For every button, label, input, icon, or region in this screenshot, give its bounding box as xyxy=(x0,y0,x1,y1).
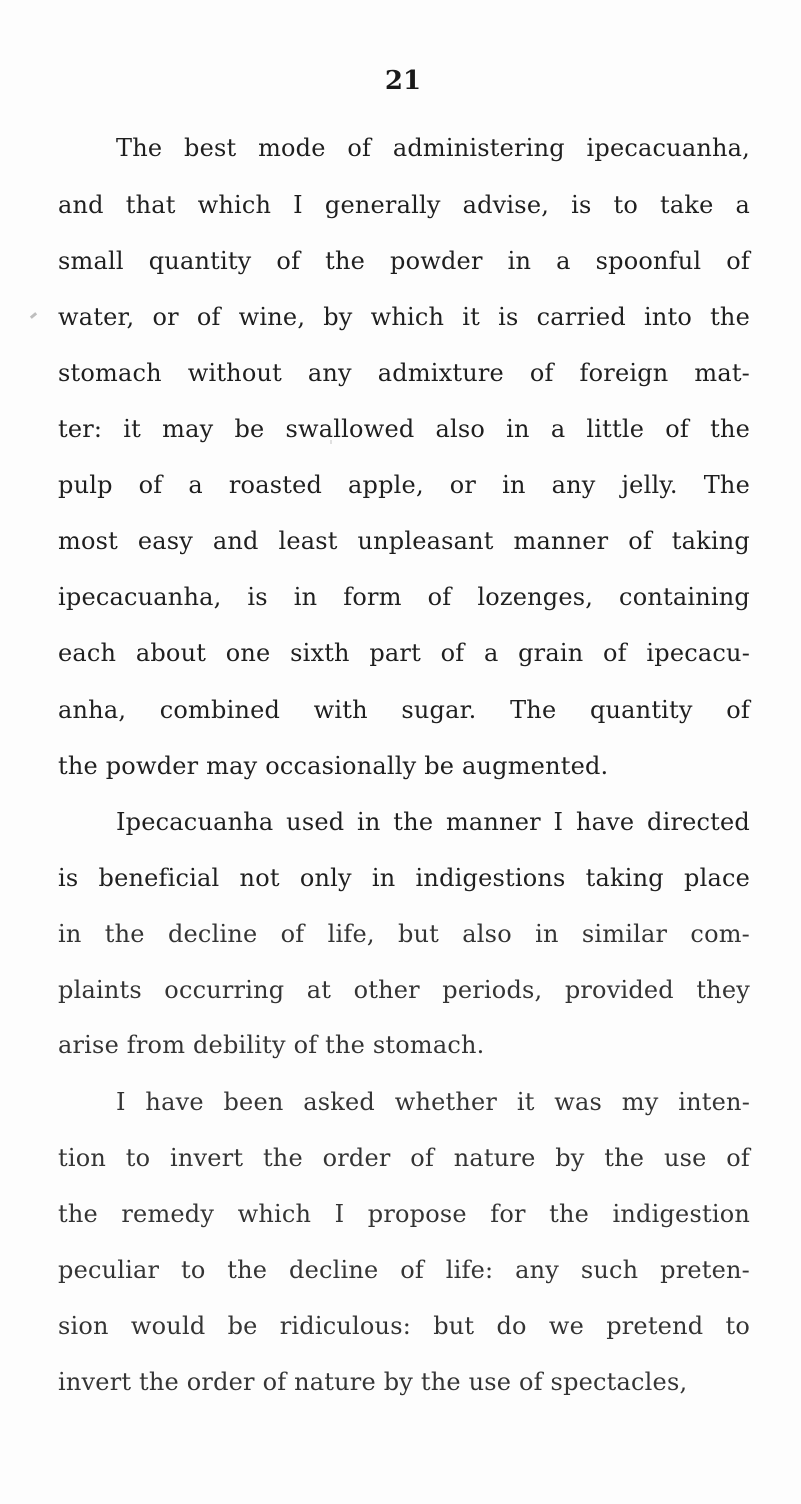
text-line-19: tion to invert the order of nature by the use of xyxy=(58,1144,750,1172)
text-line-7: pulp of a roasted apple, or in any jelly. The xyxy=(58,471,750,499)
text-line-15: in the decline of life, but also in similar com- xyxy=(58,920,750,948)
text-line-5: stomach without any admixture of foreign mat- xyxy=(58,359,750,387)
text-line-17: arise from debility of the stomach. xyxy=(58,1031,485,1059)
text-line-11: anha, combined with sugar. The quantity of xyxy=(58,696,750,724)
text-line-1: The best mode of administering ipecacuanha, xyxy=(116,134,750,162)
text-line-23: invert the order of nature by the use of spectacles, xyxy=(58,1368,688,1396)
text-line-12: the powder may occasionally be augmented. xyxy=(58,752,609,780)
text-line-22: sion would be ridiculous: but do we pretend to xyxy=(58,1312,750,1340)
text-line-14: is beneficial not only in indigestions taking place xyxy=(58,864,750,892)
text-line-8: most easy and least unpleasant manner of taking xyxy=(58,527,750,555)
paper-speck xyxy=(30,312,37,319)
text-line-9: ipecacuanha, is in form of lozenges, containing xyxy=(58,583,750,611)
text-line-18: I have been asked whether it was my inten- xyxy=(116,1088,750,1116)
page-number: 21 xyxy=(384,66,422,96)
text-line-21: peculiar to the decline of life: any such preten- xyxy=(58,1256,750,1284)
text-line-13: Ipecacuanha used in the manner I have directed xyxy=(116,808,750,836)
text-line-20: the remedy which I propose for the indigestion xyxy=(58,1200,750,1228)
text-line-6: ter: it may be swallowed also in a little of the xyxy=(58,415,750,443)
text-line-3: small quantity of the powder in a spoonful of xyxy=(58,247,750,275)
text-line-16: plaints occurring at other periods, provided they xyxy=(58,976,750,1004)
text-line-10: each about one sixth part of a grain of ipecacu- xyxy=(58,639,750,667)
text-line-2: and that which I generally advise, is to take a xyxy=(58,191,750,219)
text-line-4: water, or of wine, by which it is carried into the xyxy=(58,303,750,331)
